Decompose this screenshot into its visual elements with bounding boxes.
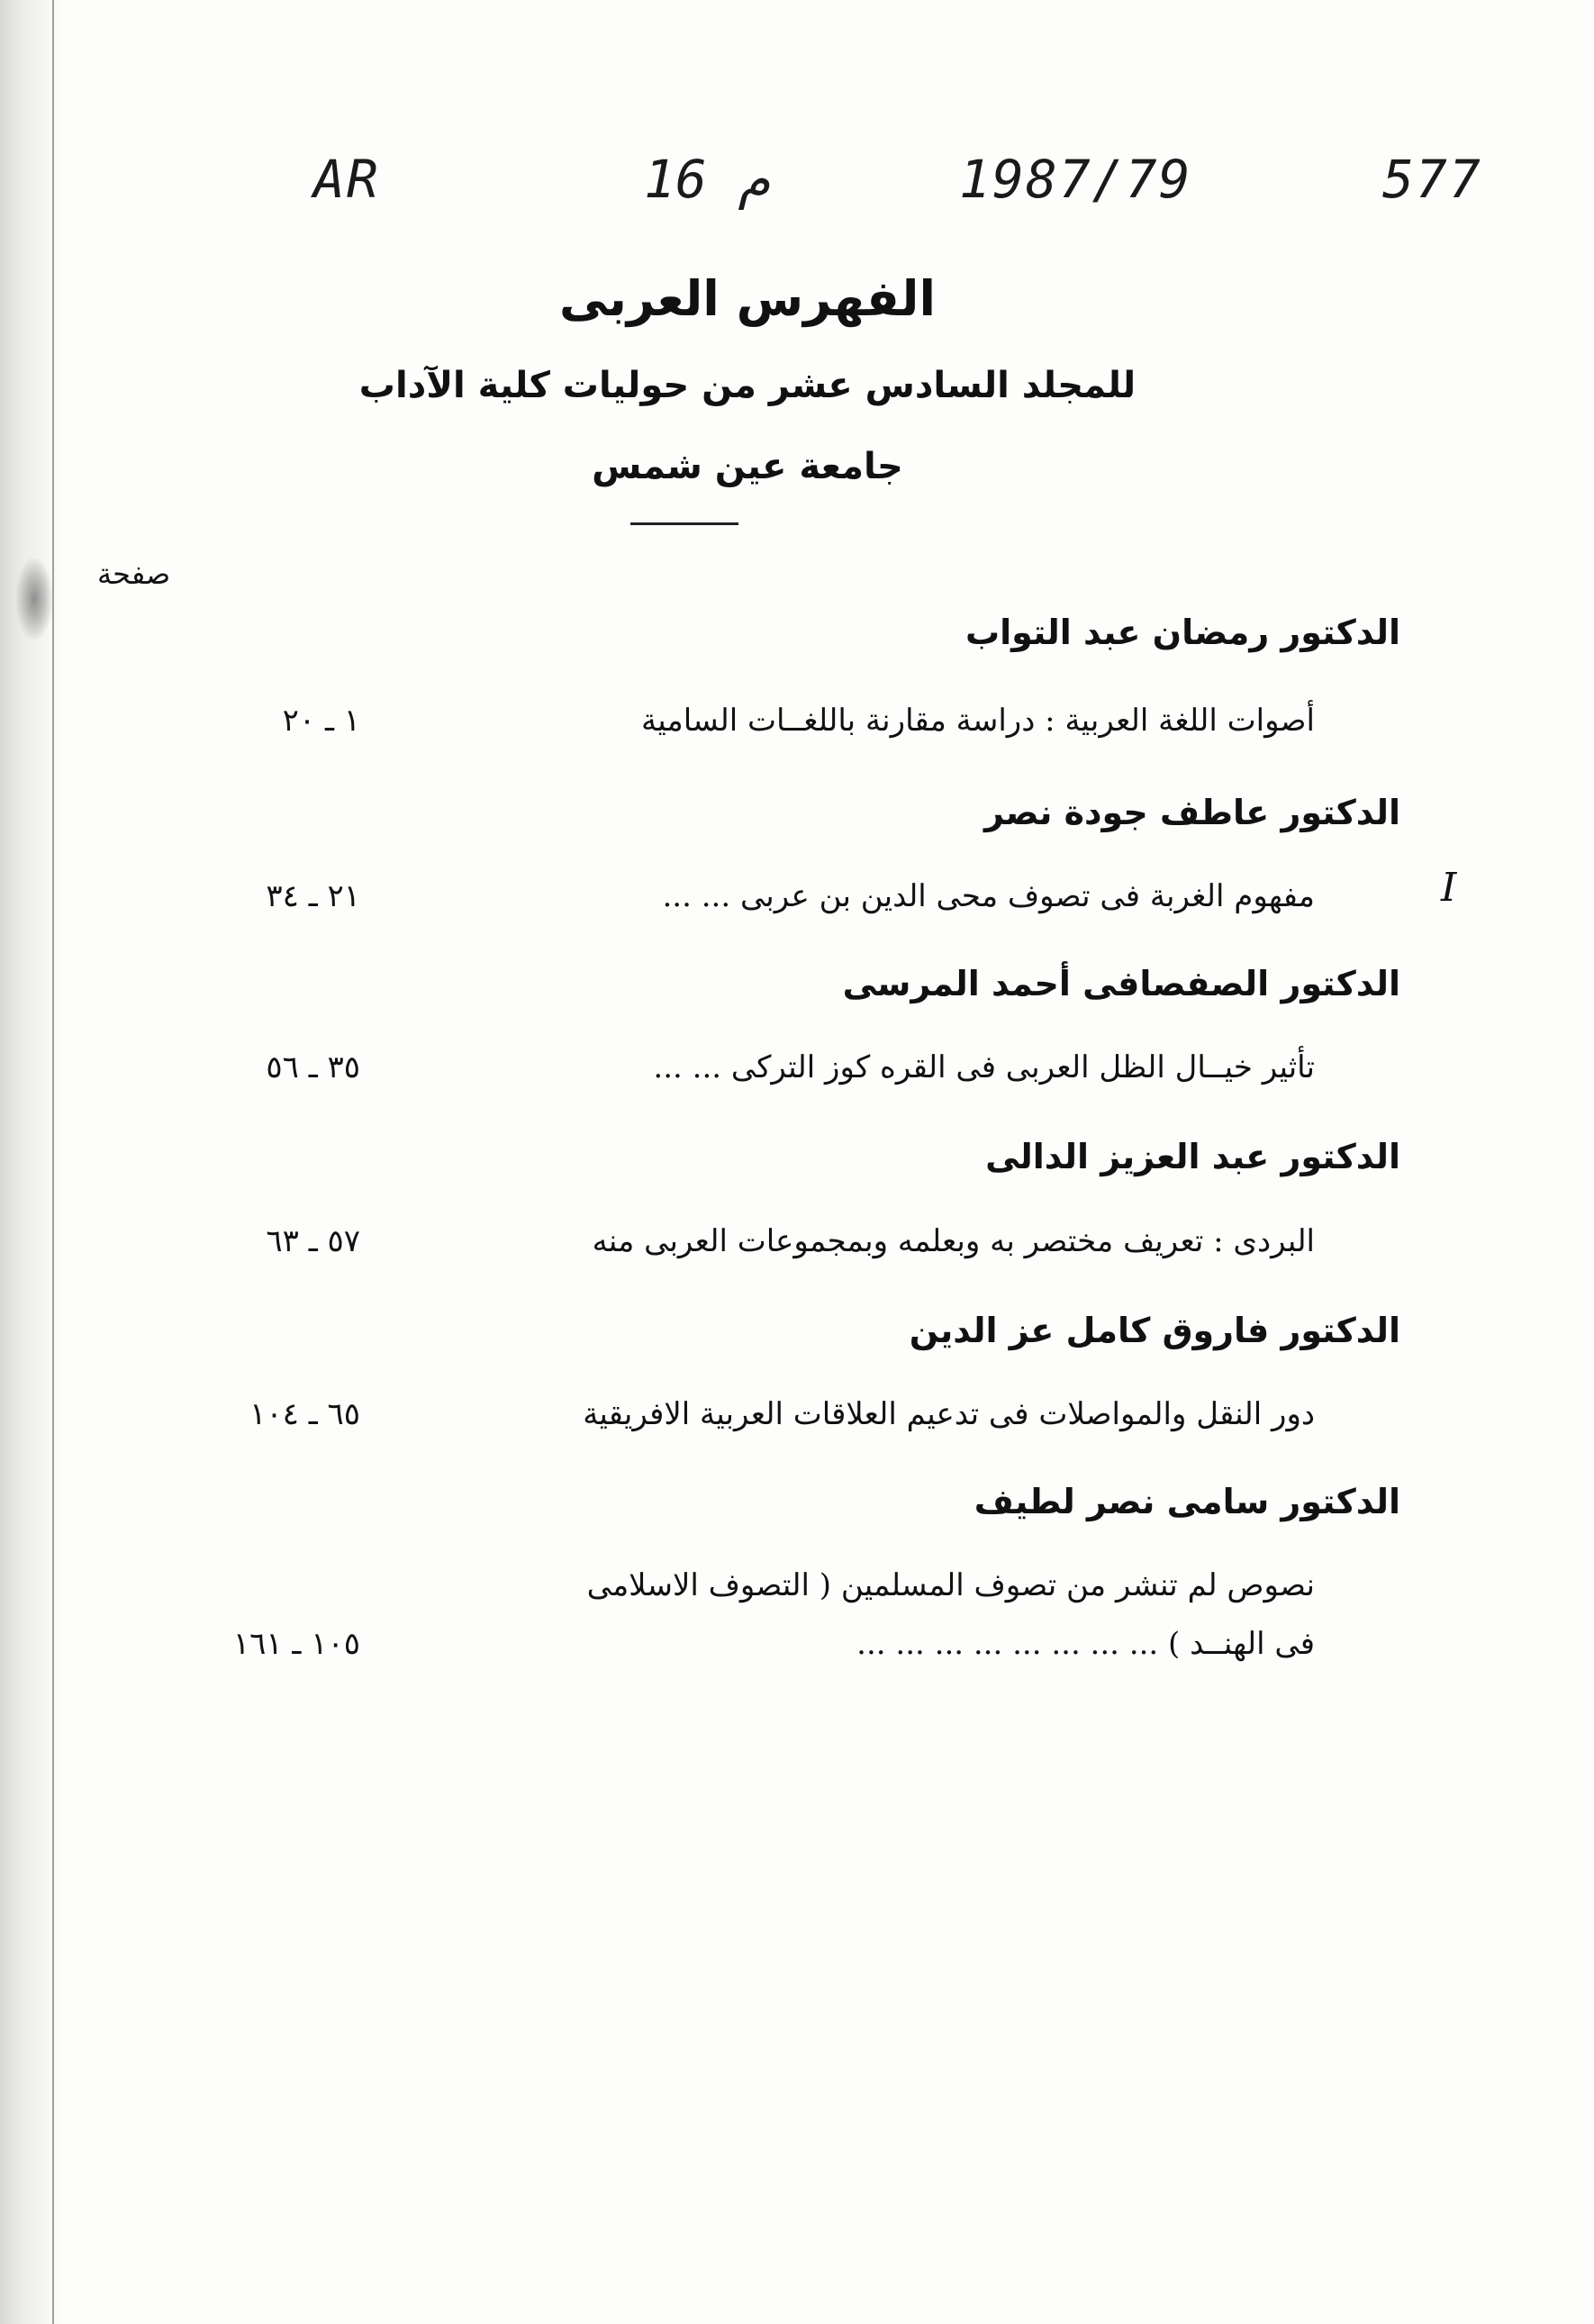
entry-title: مفهوم الغربة فى تصوف محى الدين بن عربى ... ... (662, 878, 1315, 914)
title-divider (630, 522, 738, 525)
entry-title-line2: فى الهنــد ) ... ... ... ... ... ... ... ... (856, 1626, 1315, 1662)
scan-smudge (16, 558, 52, 640)
entry-title: نصوص لم تنشر من تصوف المسلمين ( التصوف الاسلامى (586, 1567, 1315, 1603)
entry-title: أصوات اللغة العربية : دراسة مقارنة باللغــات السامية (641, 703, 1315, 739)
handwritten-note-2: 16 م (644, 149, 770, 210)
handwritten-note-1: AR (313, 149, 380, 210)
entry-pages: ٢١ ـ ٣٤ (266, 878, 360, 914)
entry-author: الدكتور الصفصافى أحمد المرسى (842, 964, 1400, 1003)
entry-author: الدكتور سامى نصر لطيف (974, 1482, 1400, 1521)
entry-pages: ١ ـ ٢٠ (282, 703, 360, 739)
entry-title: البردى : تعريف مختصر به وبعلمه وبمجموعات العربى منه (592, 1223, 1315, 1259)
page-title: الفهرس العربى (559, 270, 936, 327)
entry-pages: ٥٧ ـ ٦٣ (266, 1223, 360, 1259)
entry-author: الدكتور رمضان عبد التواب (965, 613, 1400, 652)
handwritten-note-3: 1987/79 (959, 149, 1192, 210)
margin-mark: I (1441, 865, 1457, 911)
page-column-label: صفحة (97, 557, 171, 591)
entry-pages: ٦٥ ـ ١٠٤ (249, 1396, 360, 1432)
page-subtitle: للمجلد السادس عشر من حوليات كلية الآداب (358, 365, 1137, 406)
entry-pages: ١٠٥ ـ ١٦١ (232, 1626, 360, 1662)
entry-author: الدكتور عاطف جودة نصر (983, 793, 1400, 832)
entry-title: دور النقل والمواصلات فى تدعيم العلاقات العربية الافريقية (583, 1396, 1315, 1432)
institution-name: جامعة عين شمس (592, 446, 903, 487)
entry-title: تأثير خيــال الظل العربى فى القره كوز التركى ... ... (653, 1049, 1315, 1085)
handwritten-note-4: 577 (1382, 149, 1482, 210)
entry-author: الدكتور فاروق كامل عز الدين (909, 1311, 1400, 1350)
scan-binding-line (52, 0, 54, 2324)
entry-author: الدكتور عبد العزيز الدالى (985, 1137, 1400, 1176)
entry-pages: ٣٥ ـ ٥٦ (266, 1049, 360, 1085)
